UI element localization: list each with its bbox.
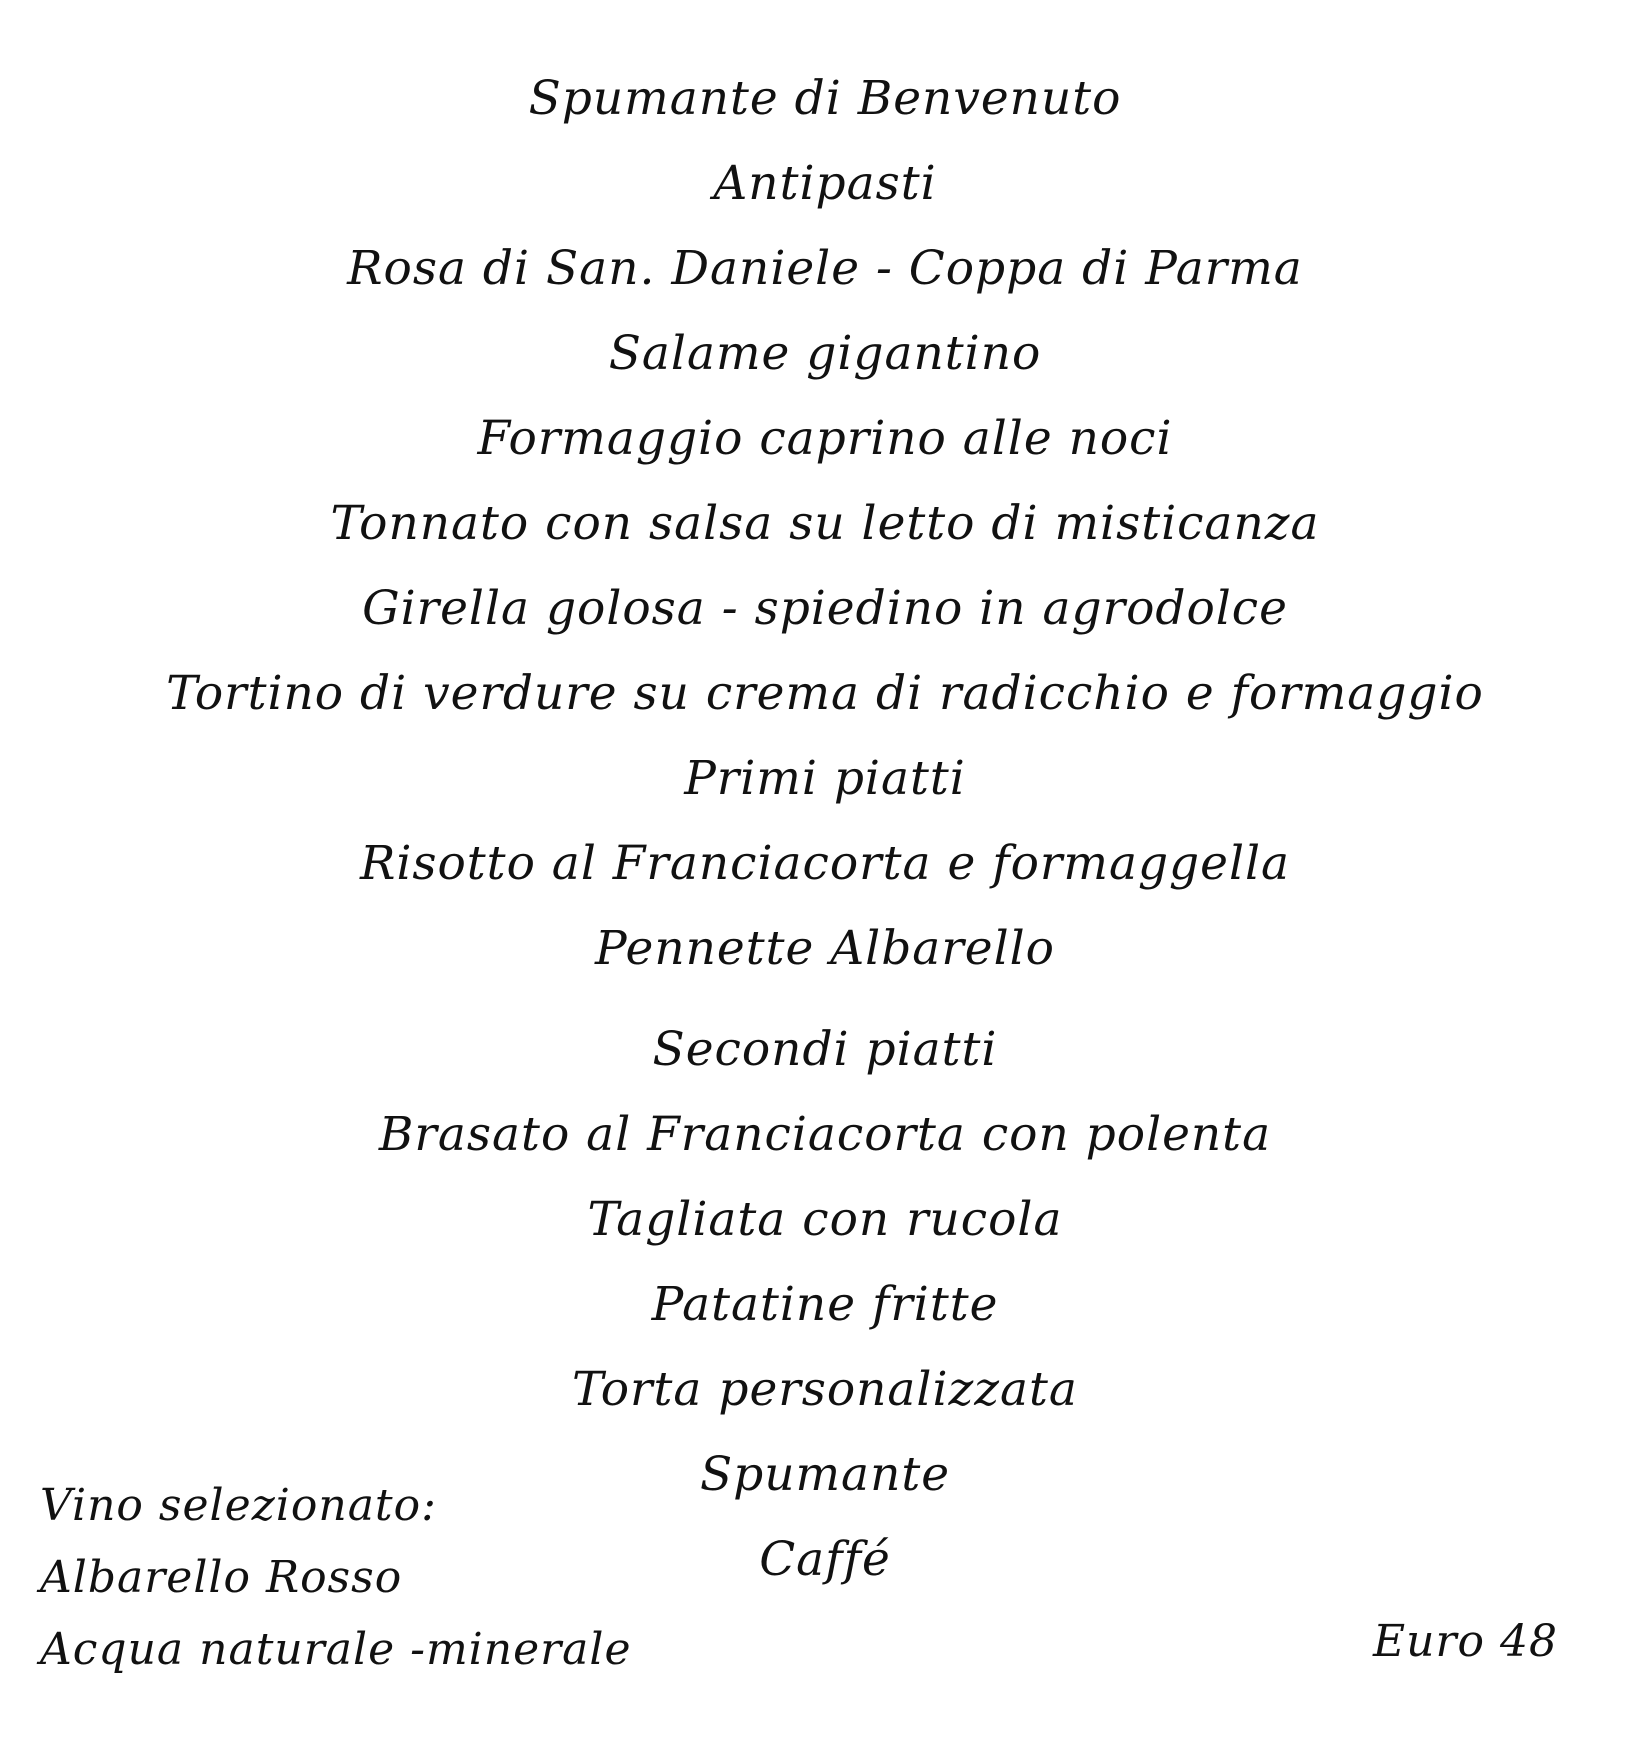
menu-item-tortino: Tortino di verdure su crema di radicchio e formaggio [166, 666, 1484, 721]
menu-item-spumante: Spumante [699, 1447, 951, 1502]
menu-item-caffe: Caffé [759, 1532, 891, 1587]
section-heading-antipasti: Antipasti [713, 156, 937, 211]
menu-item-welcome-spumante: Spumante di Benvenuto [528, 71, 1122, 126]
price-label: Euro 48 [1373, 1616, 1558, 1667]
menu-item-tagliata: Tagliata con rucola [587, 1192, 1063, 1247]
menu-item-rosa-coppa: Rosa di San. Daniele - Coppa di Parma [347, 241, 1303, 296]
wine-name: Albarello Rosso [40, 1552, 403, 1603]
wine-label: Vino selezionato: [40, 1480, 437, 1531]
menu-item-brasato: Brasato al Franciacorta con polenta [378, 1107, 1272, 1162]
menu-item-pennette: Pennette Albarello [595, 921, 1055, 976]
menu-item-risotto: Risotto al Franciacorta e formaggella [359, 836, 1291, 891]
menu-item-girella: Girella golosa - spiedino in agrodolce [362, 581, 1288, 636]
menu-item-salame: Salame gigantino [608, 326, 1042, 381]
menu-item-torta: Torta personalizzata [572, 1362, 1078, 1417]
water-note: Acqua naturale -minerale [40, 1624, 632, 1675]
menu-item-patatine: Patatine fritte [651, 1277, 999, 1332]
menu-list [0, 56, 1650, 1602]
menu-item-formaggio-caprino: Formaggio caprino alle noci [477, 411, 1173, 466]
menu-item-tonnato: Tonnato con salsa su letto di misticanza [330, 496, 1320, 551]
section-heading-primi: Primi piatti [684, 751, 966, 806]
section-heading-secondi: Secondi piatti [652, 1022, 998, 1077]
wine-notes [40, 1470, 632, 1686]
